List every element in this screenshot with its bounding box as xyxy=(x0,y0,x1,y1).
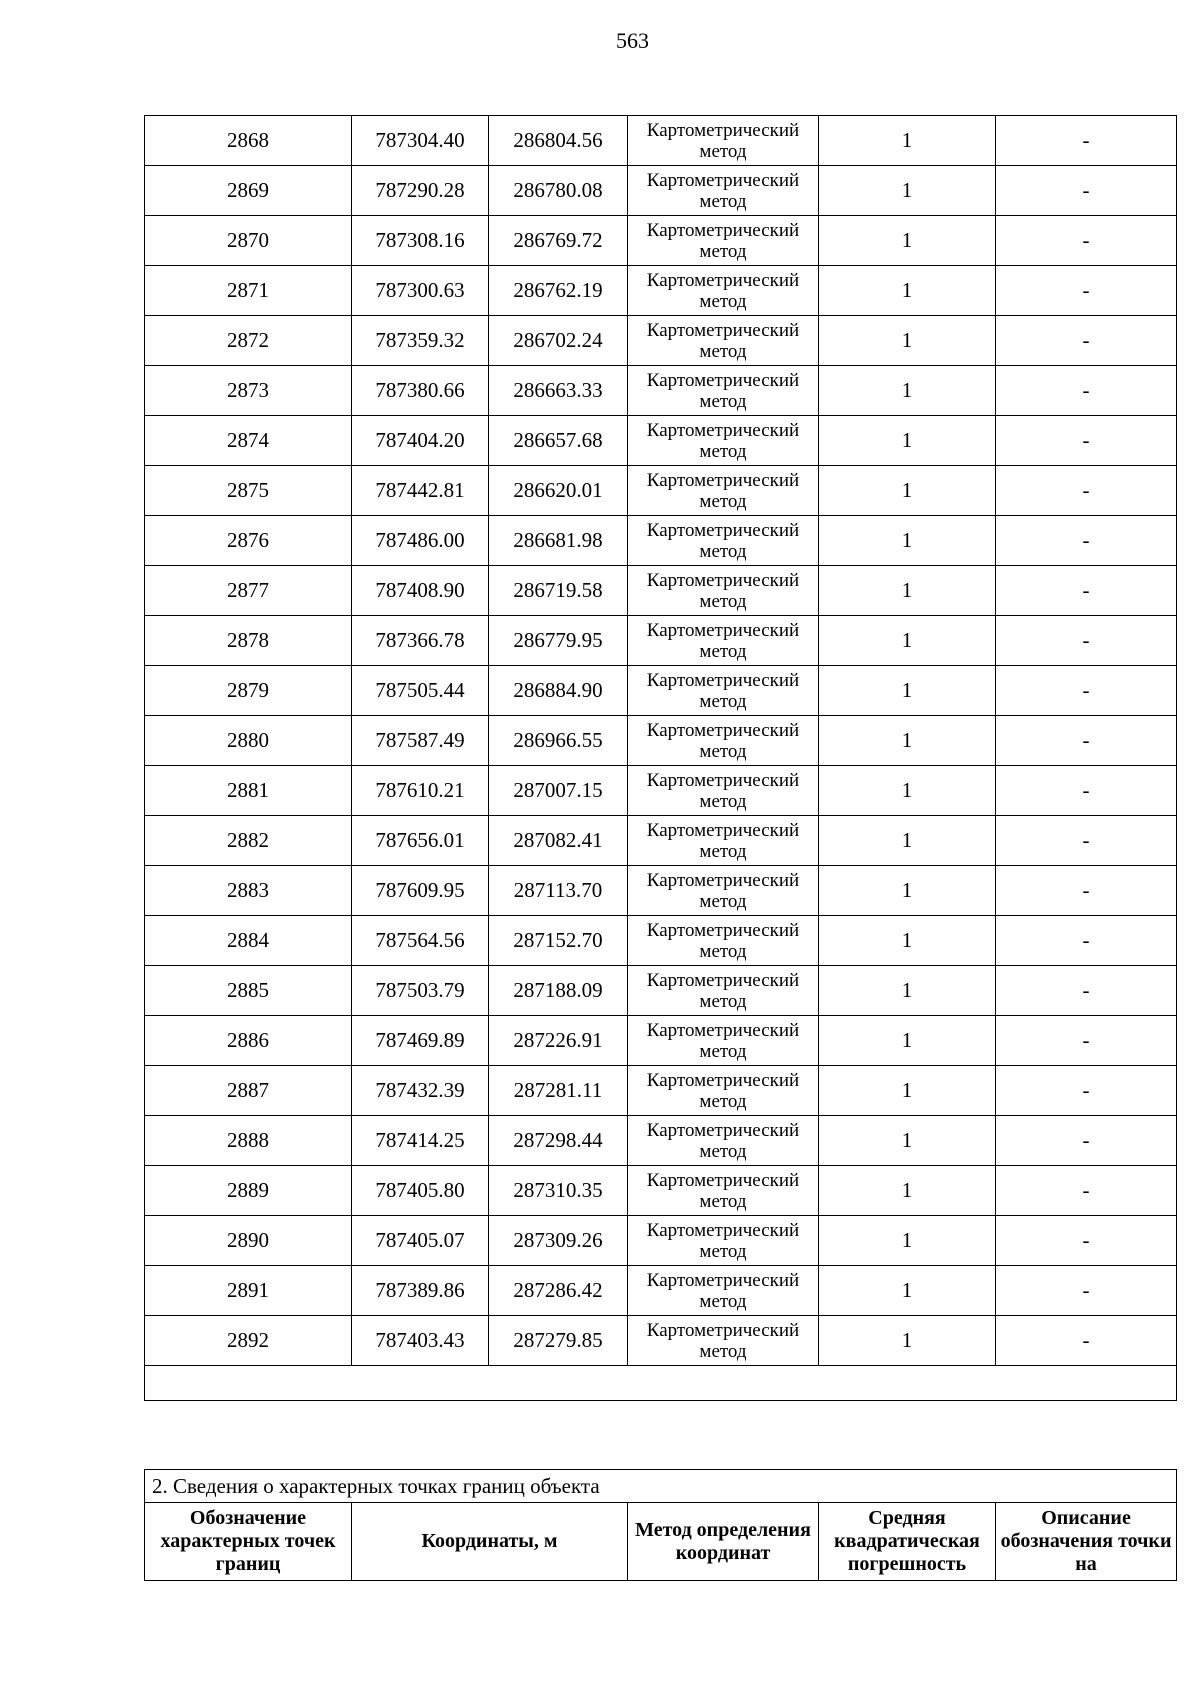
description-cell: - xyxy=(996,266,1177,316)
error-cell: 1 xyxy=(819,1216,996,1266)
error-cell: 1 xyxy=(819,116,996,166)
error-cell: 1 xyxy=(819,866,996,916)
error-cell: 1 xyxy=(819,516,996,566)
table-row xyxy=(145,466,1177,516)
method-cell: Картометрический метод xyxy=(628,1166,819,1216)
y-coordinate-cell: 286762.19 xyxy=(489,266,628,316)
description-cell: - xyxy=(996,1266,1177,1316)
x-coordinate-cell: 787359.32 xyxy=(352,316,489,366)
y-coordinate-cell: 286657.68 xyxy=(489,416,628,466)
method-cell: Картометрический метод xyxy=(628,616,819,666)
table-row xyxy=(145,766,1177,816)
error-cell: 1 xyxy=(819,666,996,716)
point-cell: 2881 xyxy=(145,766,352,816)
table-row xyxy=(145,1216,1177,1266)
error-cell: 1 xyxy=(819,716,996,766)
x-coordinate-cell: 787405.07 xyxy=(352,1216,489,1266)
method-cell: Картометрический метод xyxy=(628,516,819,566)
description-cell: - xyxy=(996,166,1177,216)
table-row xyxy=(145,666,1177,716)
table-row xyxy=(145,1266,1177,1316)
method-cell: Картометрический метод xyxy=(628,316,819,366)
method-cell: Картометрический метод xyxy=(628,1216,819,1266)
table-row xyxy=(145,116,1177,166)
description-cell: - xyxy=(996,666,1177,716)
point-cell: 2873 xyxy=(145,366,352,416)
x-coordinate-cell: 787300.63 xyxy=(352,266,489,316)
point-cell: 2868 xyxy=(145,116,352,166)
table-row xyxy=(145,916,1177,966)
x-coordinate-cell: 787503.79 xyxy=(352,966,489,1016)
x-coordinate-cell: 787587.49 xyxy=(352,716,489,766)
error-cell: 1 xyxy=(819,266,996,316)
point-cell: 2876 xyxy=(145,516,352,566)
x-coordinate-cell: 787380.66 xyxy=(352,366,489,416)
x-coordinate-cell: 787304.40 xyxy=(352,116,489,166)
x-coordinate-cell: 787405.80 xyxy=(352,1166,489,1216)
y-coordinate-cell: 286681.98 xyxy=(489,516,628,566)
x-coordinate-cell: 787486.00 xyxy=(352,516,489,566)
point-cell: 2885 xyxy=(145,966,352,1016)
x-coordinate-cell: 787290.28 xyxy=(352,166,489,216)
table-row xyxy=(145,716,1177,766)
error-cell: 1 xyxy=(819,916,996,966)
x-coordinate-cell: 787469.89 xyxy=(352,1016,489,1066)
point-cell: 2874 xyxy=(145,416,352,466)
coordinates-table xyxy=(144,115,1177,1401)
x-coordinate-cell: 787656.01 xyxy=(352,816,489,866)
x-coordinate-cell: 787404.20 xyxy=(352,416,489,466)
method-cell: Картометрический метод xyxy=(628,466,819,516)
description-cell: - xyxy=(996,766,1177,816)
description-cell: - xyxy=(996,1066,1177,1116)
method-cell: Картометрический метод xyxy=(628,1016,819,1066)
point-cell: 2883 xyxy=(145,866,352,916)
x-coordinate-cell: 787403.43 xyxy=(352,1316,489,1366)
point-cell: 2892 xyxy=(145,1316,352,1366)
header-coordinates: Координаты, м xyxy=(352,1503,628,1581)
table-row xyxy=(145,366,1177,416)
header-error: Средняя квадратическая погрешность xyxy=(819,1503,996,1581)
y-coordinate-cell: 287113.70 xyxy=(489,866,628,916)
x-coordinate-cell: 787564.56 xyxy=(352,916,489,966)
point-cell: 2869 xyxy=(145,166,352,216)
x-coordinate-cell: 787442.81 xyxy=(352,466,489,516)
method-cell: Картометрический метод xyxy=(628,866,819,916)
description-cell: - xyxy=(996,1116,1177,1166)
table-row xyxy=(145,866,1177,916)
description-cell: - xyxy=(996,716,1177,766)
point-cell: 2890 xyxy=(145,1216,352,1266)
error-cell: 1 xyxy=(819,216,996,266)
method-cell: Картометрический метод xyxy=(628,666,819,716)
method-cell: Картометрический метод xyxy=(628,1266,819,1316)
y-coordinate-cell: 286620.01 xyxy=(489,466,628,516)
description-cell: - xyxy=(996,416,1177,466)
method-cell: Картометрический метод xyxy=(628,966,819,1016)
x-coordinate-cell: 787609.95 xyxy=(352,866,489,916)
table-row xyxy=(145,1016,1177,1066)
point-cell: 2889 xyxy=(145,1166,352,1216)
description-cell: - xyxy=(996,516,1177,566)
y-coordinate-cell: 286769.72 xyxy=(489,216,628,266)
table-row xyxy=(145,1116,1177,1166)
point-cell: 2879 xyxy=(145,666,352,716)
description-cell: - xyxy=(996,916,1177,966)
point-cell: 2888 xyxy=(145,1116,352,1166)
y-coordinate-cell: 287310.35 xyxy=(489,1166,628,1216)
error-cell: 1 xyxy=(819,816,996,866)
method-cell: Картометрический метод xyxy=(628,1116,819,1166)
method-cell: Картометрический метод xyxy=(628,366,819,416)
description-cell: - xyxy=(996,866,1177,916)
point-cell: 2882 xyxy=(145,816,352,866)
table-row xyxy=(145,166,1177,216)
description-cell: - xyxy=(996,216,1177,266)
description-cell: - xyxy=(996,566,1177,616)
method-cell: Картометрический метод xyxy=(628,116,819,166)
y-coordinate-cell: 287286.42 xyxy=(489,1266,628,1316)
y-coordinate-cell: 287309.26 xyxy=(489,1216,628,1266)
method-cell: Картометрический метод xyxy=(628,566,819,616)
table-row xyxy=(145,616,1177,666)
empty-cell xyxy=(145,1366,1177,1401)
page-number: 563 xyxy=(616,28,649,53)
description-cell: - xyxy=(996,816,1177,866)
table-row xyxy=(145,966,1177,1016)
table-row xyxy=(145,1166,1177,1216)
x-coordinate-cell: 787389.86 xyxy=(352,1266,489,1316)
method-cell: Картометрический метод xyxy=(628,166,819,216)
method-cell: Картометрический метод xyxy=(628,1066,819,1116)
point-cell: 2887 xyxy=(145,1066,352,1116)
error-cell: 1 xyxy=(819,1166,996,1216)
description-cell: - xyxy=(996,466,1177,516)
x-coordinate-cell: 787366.78 xyxy=(352,616,489,666)
error-cell: 1 xyxy=(819,1066,996,1116)
error-cell: 1 xyxy=(819,366,996,416)
point-cell: 2870 xyxy=(145,216,352,266)
table-row xyxy=(145,1066,1177,1116)
method-cell: Картометрический метод xyxy=(628,916,819,966)
x-coordinate-cell: 787610.21 xyxy=(352,766,489,816)
x-coordinate-cell: 787414.25 xyxy=(352,1116,489,1166)
method-cell: Картометрический метод xyxy=(628,716,819,766)
x-coordinate-cell: 787432.39 xyxy=(352,1066,489,1116)
point-cell: 2891 xyxy=(145,1266,352,1316)
table-row xyxy=(145,316,1177,366)
point-cell: 2875 xyxy=(145,466,352,516)
section2-caption: 2. Сведения о характерных точках границ объекта xyxy=(145,1470,1177,1503)
table-row xyxy=(145,266,1177,316)
description-cell: - xyxy=(996,616,1177,666)
error-cell: 1 xyxy=(819,566,996,616)
error-cell: 1 xyxy=(819,316,996,366)
x-coordinate-cell: 787308.16 xyxy=(352,216,489,266)
table-row xyxy=(145,416,1177,466)
header-method: Метод определения координат xyxy=(628,1503,819,1581)
method-cell: Картометрический метод xyxy=(628,766,819,816)
error-cell: 1 xyxy=(819,1266,996,1316)
point-cell: 2871 xyxy=(145,266,352,316)
y-coordinate-cell: 286779.95 xyxy=(489,616,628,666)
point-cell: 2878 xyxy=(145,616,352,666)
y-coordinate-cell: 287188.09 xyxy=(489,966,628,1016)
point-cell: 2872 xyxy=(145,316,352,366)
table-row xyxy=(145,216,1177,266)
description-cell: - xyxy=(996,966,1177,1016)
error-cell: 1 xyxy=(819,1116,996,1166)
method-cell: Картометрический метод xyxy=(628,216,819,266)
y-coordinate-cell: 286663.33 xyxy=(489,366,628,416)
method-cell: Картометрический метод xyxy=(628,816,819,866)
error-cell: 1 xyxy=(819,966,996,1016)
method-cell: Картометрический метод xyxy=(628,1316,819,1366)
section2-table xyxy=(144,1469,1177,1581)
table-row xyxy=(145,816,1177,866)
y-coordinate-cell: 287152.70 xyxy=(489,916,628,966)
description-cell: - xyxy=(996,1216,1177,1266)
error-cell: 1 xyxy=(819,1316,996,1366)
y-coordinate-cell: 287082.41 xyxy=(489,816,628,866)
error-cell: 1 xyxy=(819,166,996,216)
description-cell: - xyxy=(996,1016,1177,1066)
description-cell: - xyxy=(996,116,1177,166)
table-row xyxy=(145,566,1177,616)
description-cell: - xyxy=(996,1166,1177,1216)
y-coordinate-cell: 286966.55 xyxy=(489,716,628,766)
y-coordinate-cell: 286884.90 xyxy=(489,666,628,716)
point-cell: 2884 xyxy=(145,916,352,966)
method-cell: Картометрический метод xyxy=(628,416,819,466)
x-coordinate-cell: 787505.44 xyxy=(352,666,489,716)
description-cell: - xyxy=(996,366,1177,416)
x-coordinate-cell: 787408.90 xyxy=(352,566,489,616)
empty-row xyxy=(145,1366,1177,1401)
y-coordinate-cell: 287007.15 xyxy=(489,766,628,816)
point-cell: 2877 xyxy=(145,566,352,616)
y-coordinate-cell: 287279.85 xyxy=(489,1316,628,1366)
error-cell: 1 xyxy=(819,1016,996,1066)
y-coordinate-cell: 287281.11 xyxy=(489,1066,628,1116)
y-coordinate-cell: 286780.08 xyxy=(489,166,628,216)
description-cell: - xyxy=(996,1316,1177,1366)
error-cell: 1 xyxy=(819,616,996,666)
y-coordinate-cell: 286702.24 xyxy=(489,316,628,366)
y-coordinate-cell: 286719.58 xyxy=(489,566,628,616)
y-coordinate-cell: 286804.56 xyxy=(489,116,628,166)
point-cell: 2886 xyxy=(145,1016,352,1066)
error-cell: 1 xyxy=(819,416,996,466)
table-row xyxy=(145,1316,1177,1366)
header-point: Обозначение характерных точек границ xyxy=(145,1503,352,1581)
description-cell: - xyxy=(996,316,1177,366)
table-row xyxy=(145,516,1177,566)
y-coordinate-cell: 287298.44 xyxy=(489,1116,628,1166)
y-coordinate-cell: 287226.91 xyxy=(489,1016,628,1066)
header-description: Описание обозначения точки на xyxy=(996,1503,1177,1581)
error-cell: 1 xyxy=(819,766,996,816)
method-cell: Картометрический метод xyxy=(628,266,819,316)
point-cell: 2880 xyxy=(145,716,352,766)
error-cell: 1 xyxy=(819,466,996,516)
